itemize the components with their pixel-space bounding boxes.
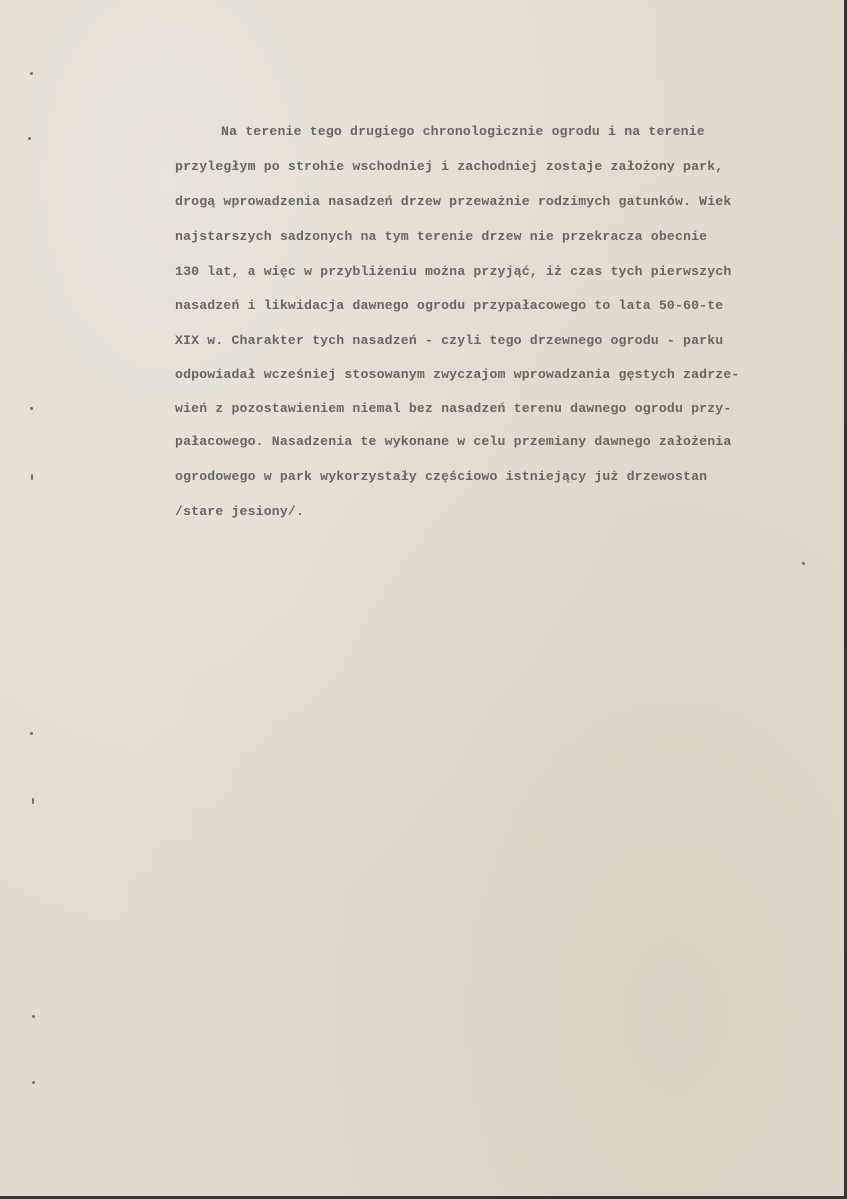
margin-mark — [30, 732, 33, 735]
margin-mark — [31, 474, 33, 480]
text-line-8: odpowiadał wcześniej stosowanym zwyczajom wprowadzania gęstych zadrze- — [175, 367, 740, 382]
margin-mark — [30, 407, 33, 410]
text-line-7: XIX w. Charakter tych nasadzeń - czyli tego drzewnego ogrodu - parku — [175, 333, 724, 348]
text-line-3: drogą wprowadzenia nasadzeń drzew przeważnie rodzimych gatunków. Wiek — [175, 194, 732, 209]
text-line-11: ogrodowego w park wykorzystały częściowo istniejący już drzewostan — [175, 469, 708, 484]
margin-mark — [32, 1081, 35, 1084]
text-line-10: pałacowego. Nasadzenia te wykonane w celu przemiany dawnego założenia — [175, 434, 732, 449]
text-line-5: 130 lat, a więc w przybliżeniu można przyjąć, iż czas tych pierwszych — [175, 264, 732, 279]
text-line-9: wień z pozostawieniem niemal bez nasadzeń terenu dawnego ogrodu przy- — [175, 401, 732, 416]
text-line-4: najstarszych sadzonych na tym terenie drzew nie przekracza obecnie — [175, 229, 708, 244]
text-line-6: nasadzeń i likwidacja dawnego ogrodu przypałacowego to lata 50-60-te — [175, 298, 724, 313]
margin-mark — [32, 1015, 35, 1018]
text-line-1: Na terenie tego drugiego chronologicznie ogrodu i na terenie — [221, 124, 705, 139]
text-line-2: przyległym po strohie wschodniej i zachodniej zostaje założony park, — [175, 159, 724, 174]
margin-mark — [30, 72, 33, 75]
text-line-12: /stare jesiony/. — [175, 504, 305, 519]
margin-mark — [32, 798, 34, 804]
margin-mark — [802, 562, 805, 565]
margin-mark — [28, 137, 31, 140]
